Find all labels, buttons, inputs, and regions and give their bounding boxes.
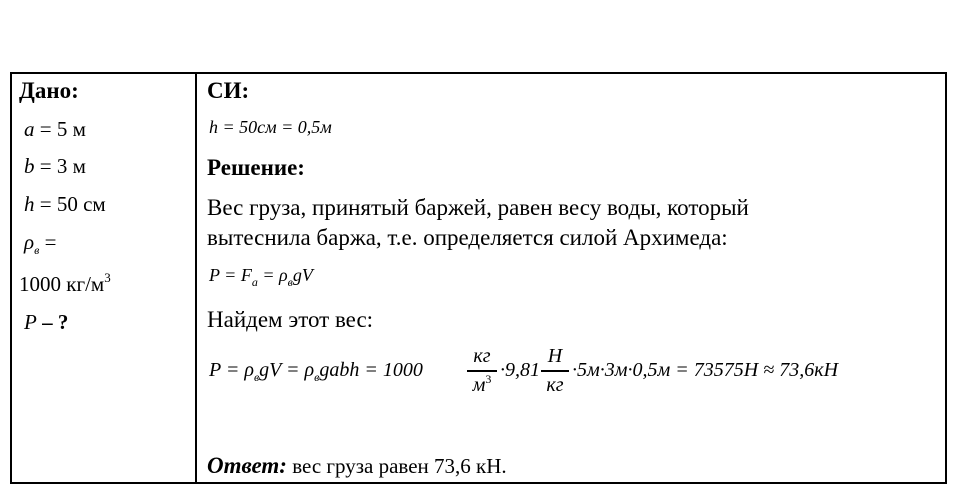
a-value: = 5 м [39, 117, 86, 141]
given-rho-value [19, 270, 111, 296]
calc-part-3: ·5м·3м·0,5м = 73575Н ≈ 73,6кН [572, 359, 839, 381]
formula2-sub-b: в [314, 370, 320, 384]
formula1-sub-a: а [251, 275, 258, 289]
h-value: = 50 см [39, 192, 106, 216]
answer-text: вес груза равен 73,6 кН. [292, 454, 507, 478]
calc-part-1 [209, 359, 423, 384]
solution-sheet [10, 72, 947, 484]
column-divider [195, 72, 197, 484]
rho-value-text: 1000 кг/м [19, 272, 105, 296]
given-b [24, 156, 86, 177]
fraction2-denominator: кг [546, 374, 564, 396]
answer-line [207, 454, 507, 477]
solution-paragraph-line2: вытеснила баржа, т.е. определяется силой Архимеда: [207, 225, 728, 250]
si-header: СИ: [207, 78, 250, 103]
var-b: b [24, 154, 35, 178]
given-a [24, 119, 86, 140]
var-a: a [24, 117, 35, 141]
given-h [24, 194, 106, 215]
fraction1-bar [467, 370, 497, 372]
fraction1-denominator [464, 372, 500, 396]
formula1-part-b: = ρ [257, 265, 288, 285]
rho-value-exponent: 3 [104, 270, 111, 285]
answer-label: Ответ: [207, 453, 287, 478]
calc-part-2: ·9,81 [500, 359, 540, 381]
rho-subscript: в [34, 243, 40, 257]
var-h: h [24, 192, 35, 216]
formula1-sub-b: в [287, 275, 293, 289]
table-border [10, 72, 947, 484]
given-p-unknown [24, 312, 68, 333]
formula-archimedes [209, 265, 313, 289]
var-p: P [24, 310, 37, 334]
rho-equals: = [44, 230, 57, 254]
formula2-sub-a: в [253, 370, 260, 384]
given-header: Дано: [19, 78, 79, 103]
find-weight-text: Найдем этот вес: [207, 307, 374, 332]
var-rho: ρ [24, 230, 35, 254]
b-value: = 3 м [39, 154, 86, 178]
formula1-part-c: gV [292, 265, 313, 285]
formula1-part-a: P = F [209, 265, 252, 285]
formula2-part-a: P = ρ [209, 359, 254, 381]
fraction2-numerator: Н [547, 345, 563, 367]
formula2-part-b: gV = ρ [259, 359, 315, 381]
fraction1-den-exponent: 3 [485, 372, 492, 386]
solution-header: Решение: [207, 155, 305, 180]
p-question: – ? [42, 310, 69, 334]
fraction1-den-text: м [472, 374, 486, 396]
given-rho [24, 230, 57, 257]
fraction2-bar [541, 370, 569, 372]
fraction1-numerator: кг [473, 345, 491, 367]
solution-paragraph-line1: Вес груза, принятый баржей, равен весу воды, который [207, 195, 749, 220]
si-conversion: h = 50см = 0,5м [209, 117, 332, 137]
formula2-part-c: gabh = 1000 [319, 359, 423, 381]
